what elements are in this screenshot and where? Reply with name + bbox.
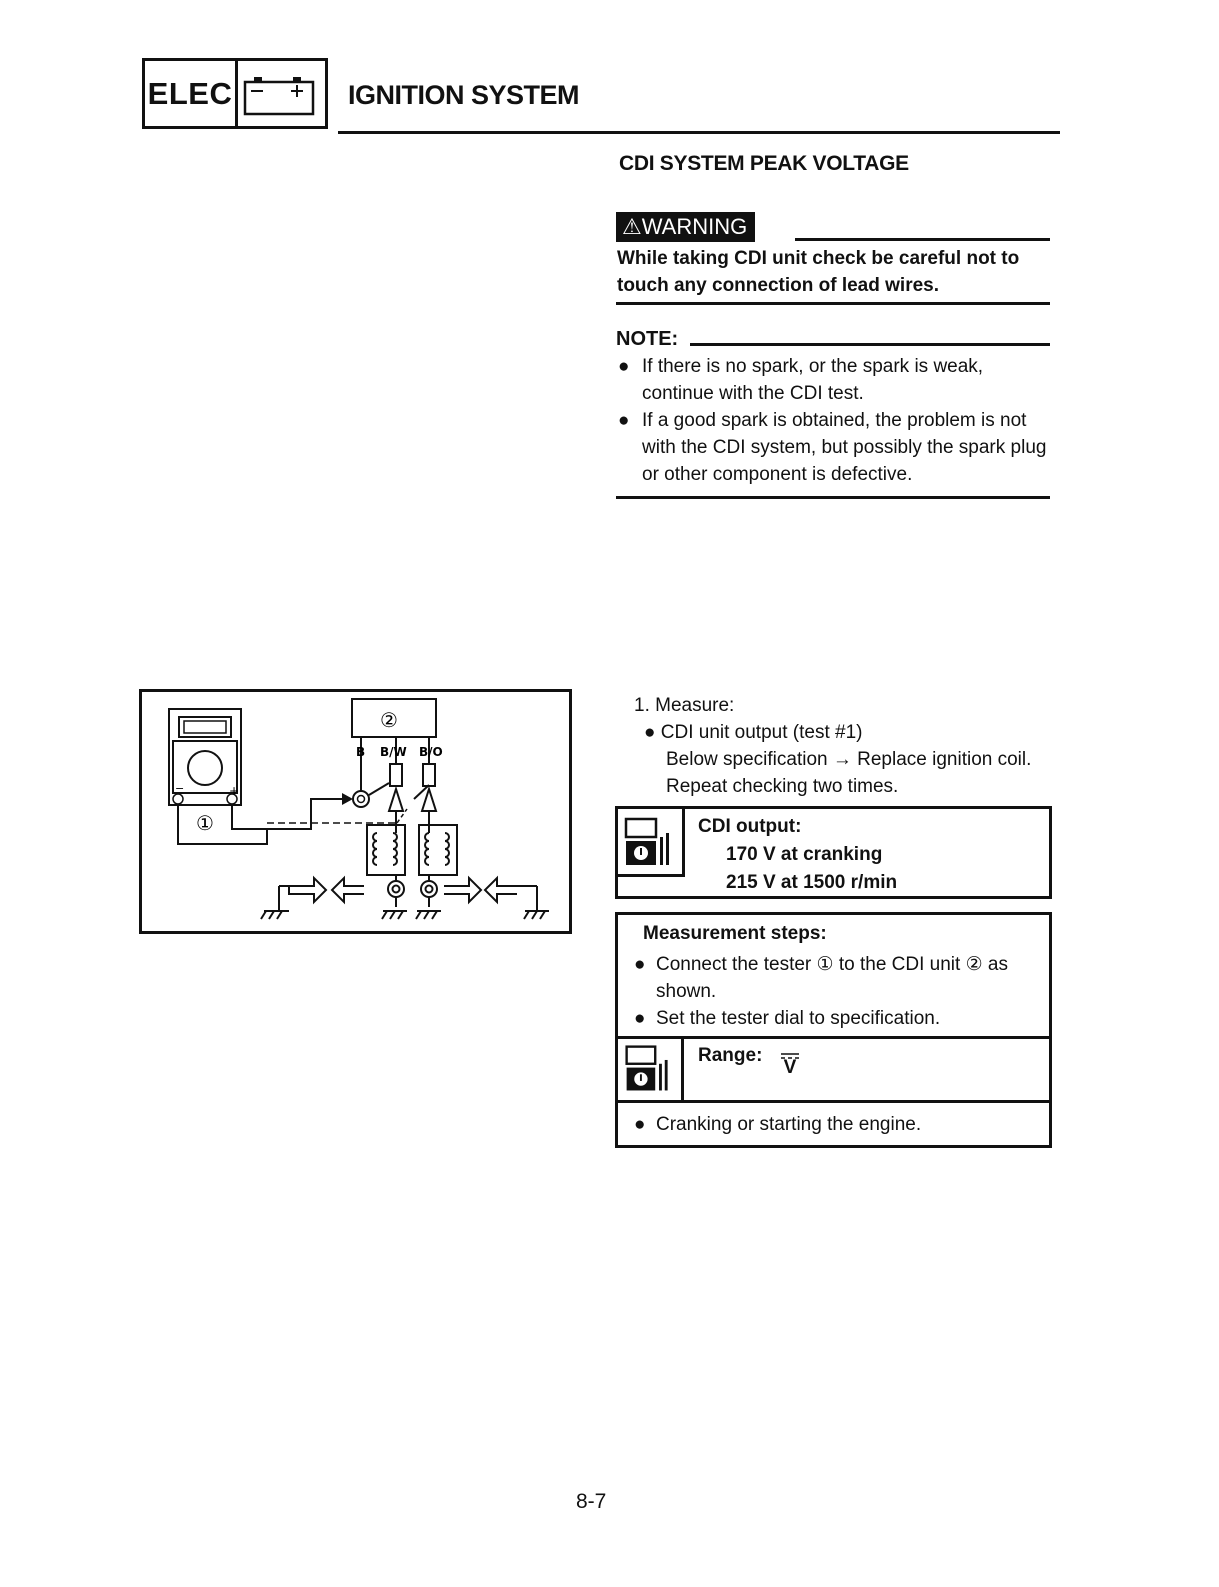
note-item [616,353,1056,407]
wire-label-bw: B/W [380,745,407,759]
bullet-icon: ● [618,356,630,377]
output-spec-box [615,806,1052,899]
note-item-text: If a good spark is obtained, the problem is not with the CDI system, but possibly the spark plug or other component is defective. [642,410,1047,485]
measure-notes [666,746,1066,800]
multimeter-icon [618,1039,681,1100]
note-rule-bottom [616,496,1050,499]
note-list [616,353,1056,488]
note-label: NOTE: [616,328,679,350]
warning-text: While taking CDI unit check be careful not to touch any connection of lead wires. [617,248,1020,296]
battery-icon [241,71,317,117]
measurement-step-item [632,1005,1047,1032]
measurement-step-text: Cranking or starting the engine. [656,1114,922,1135]
wiring-diagram [139,689,572,934]
bullet-icon: ● [634,954,646,975]
output-spec-text [698,813,897,897]
note-item [616,407,1056,488]
plus-sign: + [229,784,240,798]
measurement-steps-list [632,951,1047,1032]
range-row [618,1036,1049,1103]
output-value-rpm: 215 V at 1500 r/min [726,872,898,893]
spec-line: Below specification → Replace ignition coil. [666,749,1032,770]
range-unit [778,1057,802,1079]
measure-item-text: CDI unit output (test #1) [660,722,863,743]
tester-icon-cell [618,1039,684,1100]
wire-label-bo: B/O [419,745,443,759]
section-title: CDI SYSTEM PEAK VOLTAGE [619,152,909,175]
measurement-step-item [632,1114,921,1136]
tester-label: ① [196,811,214,835]
dc-symbol-icon [778,1053,802,1059]
bullet-icon: ● [618,410,630,431]
bullet-icon: ● [634,1114,646,1135]
note-item-text: If there is no spark, or the spark is weak, continue with the CDI test. [642,356,984,404]
warning-badge [616,212,755,242]
warning-label: WARNING [641,214,748,239]
output-title: CDI output: [698,816,802,837]
range-unit-text: V [783,1057,797,1078]
cdi-label: ② [380,708,398,732]
tester-icon-cell [618,809,685,877]
measurement-step-text: Set the tester dial to specification. [656,1008,941,1029]
measurement-step-text: Connect the tester ① to the CDI unit ② as shown. [656,954,1008,1002]
page-number: 8-7 [576,1490,607,1513]
measurement-step-item [632,951,1047,1005]
minus-sign: − [175,782,185,795]
tester [169,709,241,805]
page-title: IGNITION SYSTEM [348,80,580,110]
warning-rule-bottom [616,302,1050,305]
multimeter-icon [618,809,682,873]
wire-label-b: B [356,745,366,759]
note-rule-top [690,343,1050,346]
header-divider [338,131,1060,134]
measure-item [644,719,862,746]
range-label: Range: [698,1045,763,1066]
measure-step: 1. Measure: [634,695,735,716]
section-tag-elec: ELEC [145,61,238,126]
measurement-steps-box [615,912,1052,1148]
warning-rule-top [795,238,1050,241]
section-tag-box [142,58,328,129]
output-value-cranking: 170 V at cranking [726,844,883,865]
measurement-steps-title: Measurement steps: [643,923,827,944]
warning-triangle-icon: ⚠ [622,214,642,239]
repeat-line: Repeat checking two times. [666,776,899,797]
bullet-icon: ● [634,1008,646,1029]
bullet-icon: ● [644,722,656,743]
